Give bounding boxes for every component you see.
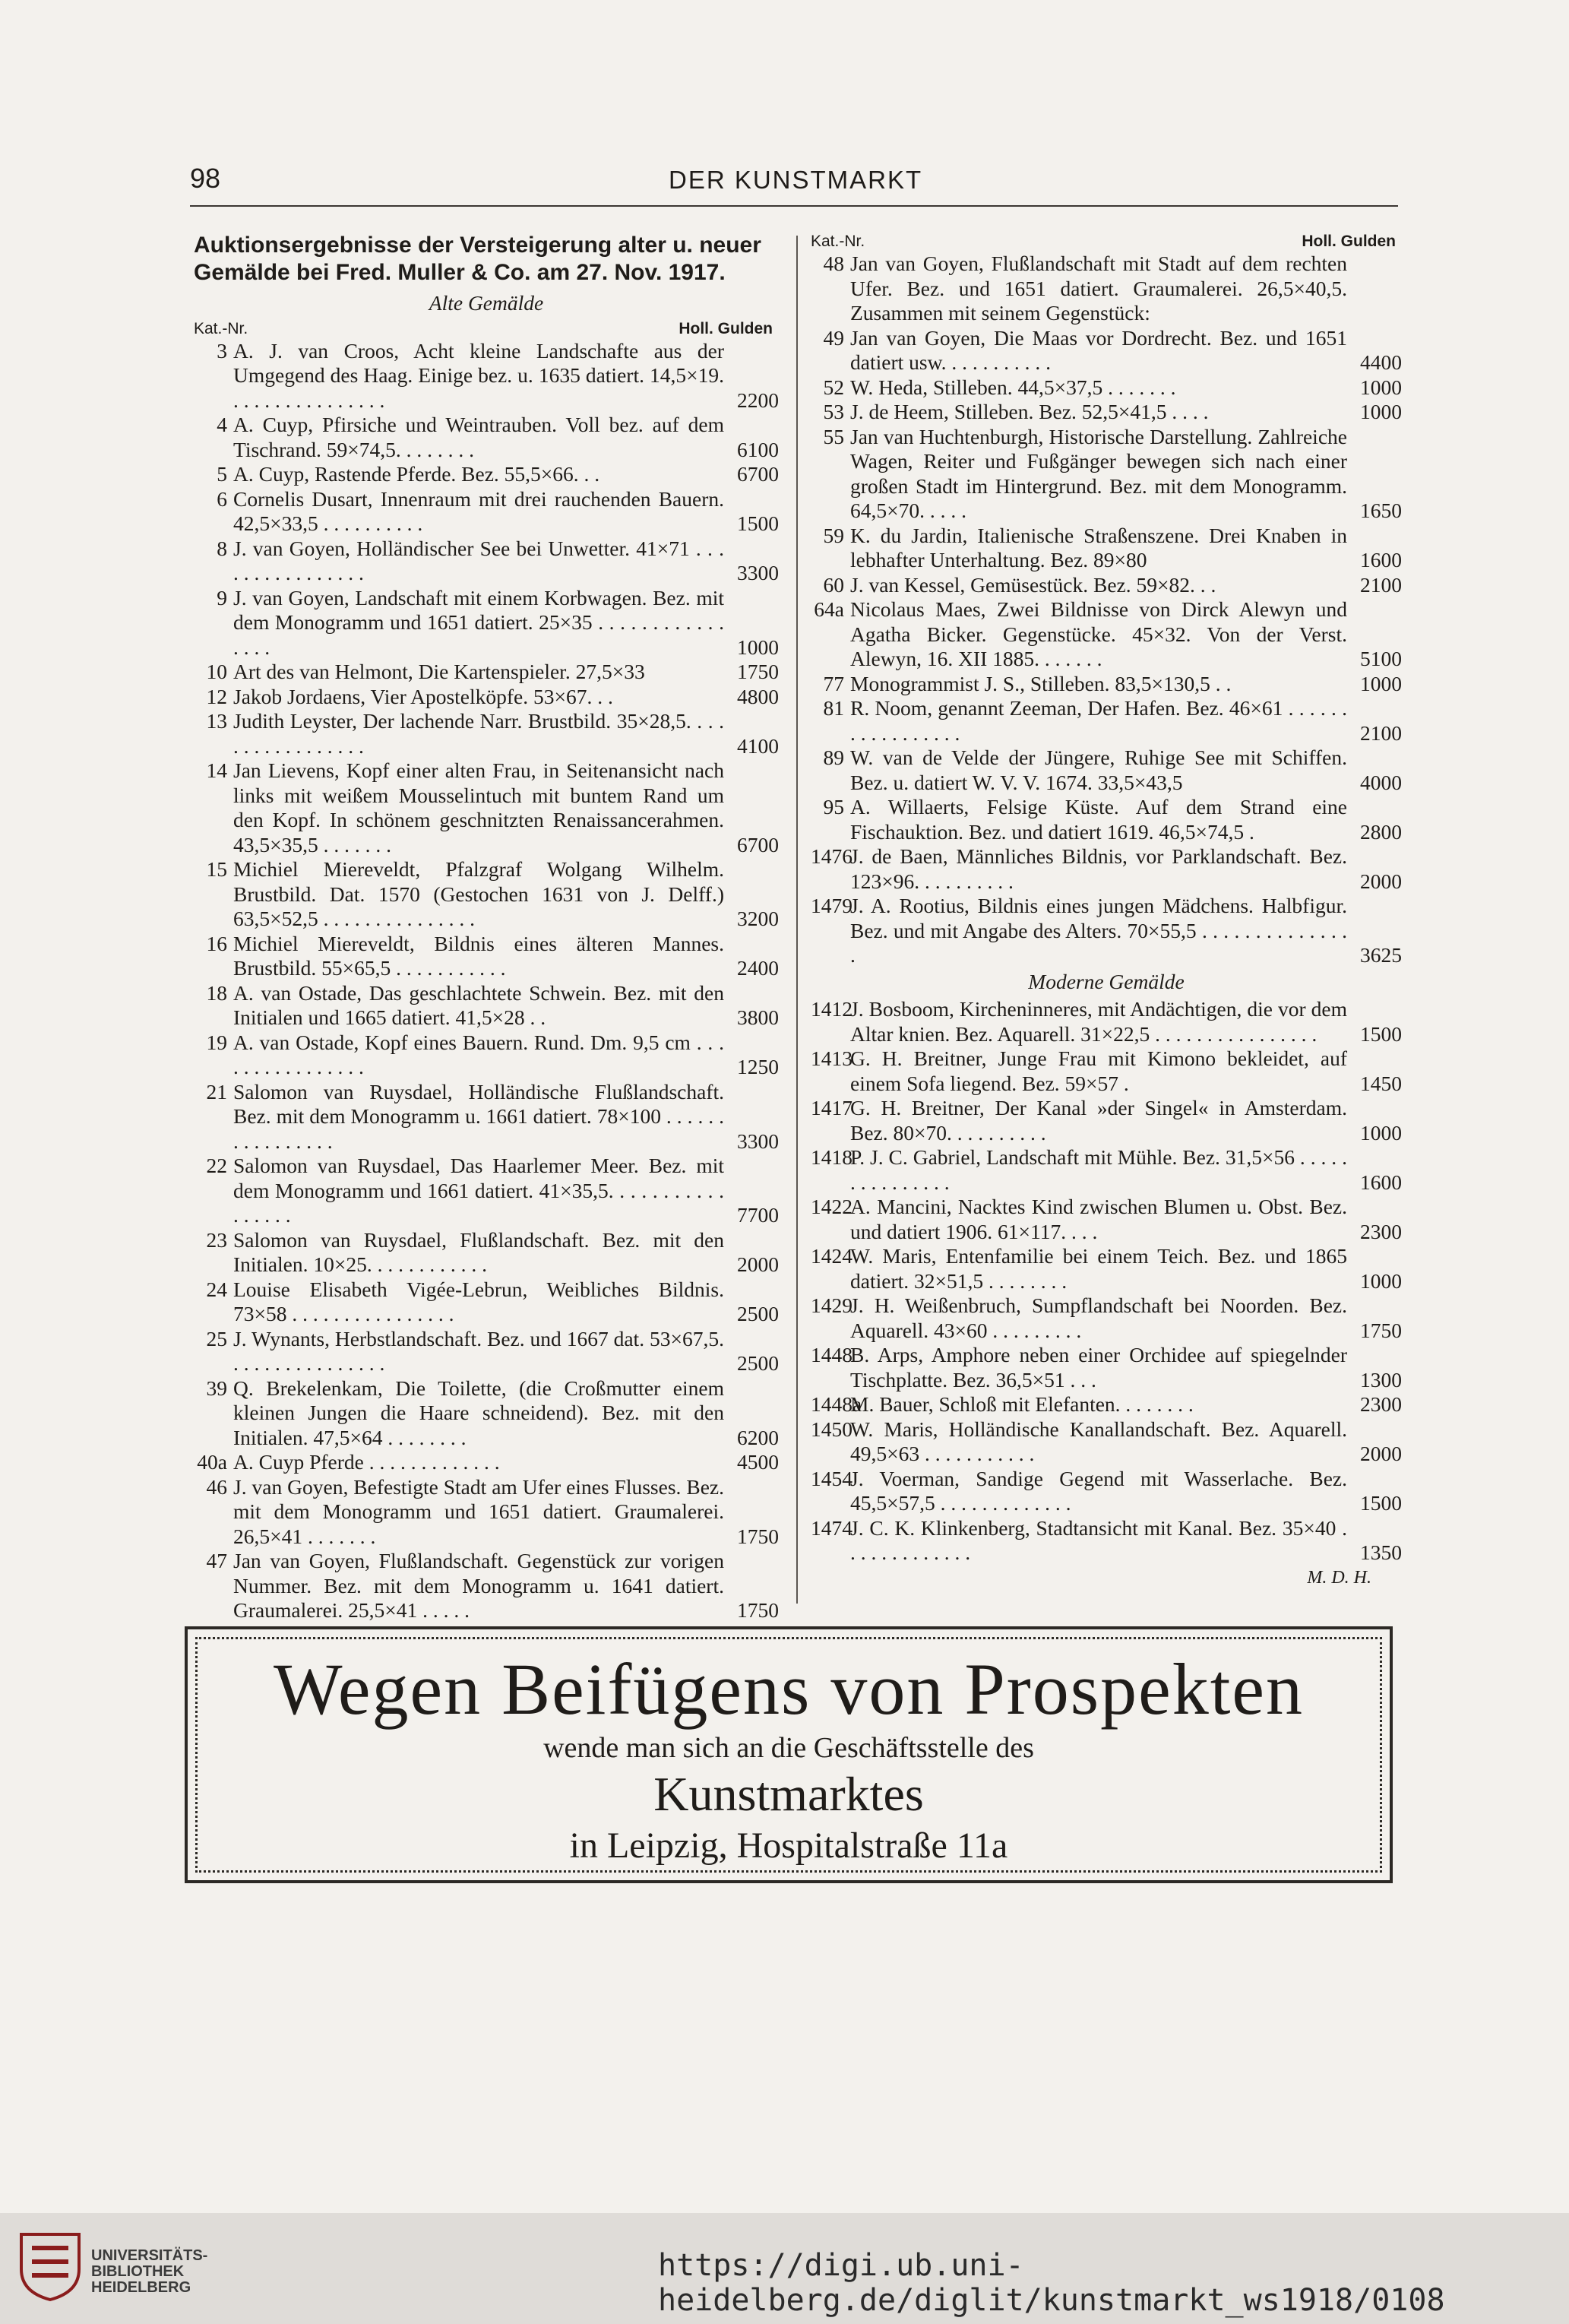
column-divider — [796, 236, 798, 1604]
entry-price: 4000 — [1360, 770, 1402, 794]
library-name — [91, 2248, 207, 2296]
catalog-number: 1417 — [811, 1096, 853, 1119]
entry-price: 1750 — [737, 1598, 779, 1622]
entry-description: J. van Goyen, Landschaft mit einem Korbwagen. Bez. mit dem Monogramm und 1651 datiert. 25×35 . . . . . . . . . . . . . . . . — [233, 585, 724, 659]
library-footer — [0, 2213, 1569, 2324]
catalog-number: 19 — [206, 1030, 227, 1054]
catalog-number: 47 — [206, 1549, 227, 1572]
entry-price: 2300 — [1360, 1392, 1402, 1416]
entry-price: 1500 — [1360, 1021, 1402, 1046]
entry-price: 7700 — [737, 1203, 779, 1227]
entry-description: A. Cuyp Pferde . . . . . . . . . . . . . — [233, 1450, 500, 1474]
entry-price: 2800 — [1360, 819, 1402, 844]
catalog-number-label: Kat.-Nr. — [194, 319, 248, 337]
catalog-number: 1418 — [811, 1145, 853, 1169]
entry-description: Art des van Helmont, Die Kartenspieler. 27,5×33 — [233, 660, 645, 683]
page-header — [190, 160, 1398, 207]
catalog-number: 1413 — [811, 1046, 853, 1070]
catalog-number: 1476 — [811, 844, 853, 868]
entry-description: Jan Lievens, Kopf einer alten Frau, in Seitenansicht nach links mit weißem Mousselintuch mit buntem Rand um den Kopf. In schönem geschnitzten Renaissancerahmen. 43,5×35,5 . . . . . . . — [233, 758, 724, 856]
catalog-entry — [194, 537, 779, 586]
catalog-number: 1422 — [811, 1195, 853, 1218]
author-signature: M. D. H. — [1307, 1567, 1371, 1588]
entry-price: 2100 — [1360, 572, 1402, 597]
entry-price: 1450 — [1360, 1071, 1402, 1095]
catalog-number: 1448 — [811, 1343, 853, 1366]
entry-description: Louise Elisabeth Vigée-Lebrun, Weibliches Bildnis. 73×58 . . . . . . . . . . . . . . . . — [233, 1277, 724, 1325]
catalog-entry — [194, 660, 779, 685]
catalog-number: 4 — [217, 413, 227, 436]
catalog-entry — [811, 1145, 1402, 1195]
catalog-entry — [811, 672, 1402, 697]
entry-price: 3625 — [1360, 943, 1402, 967]
catalog-entry — [811, 252, 1402, 326]
entry-description: Cornelis Dusart, Innenraum mit drei rauchenden Bauern. 42,5×33,5 . . . . . . . . . . — [233, 486, 724, 535]
entry-description: A. Mancini, Nacktes Kind zwischen Blumen u. Obst. Bez. und datiert 1906. 61×117. . . . — [850, 1195, 1347, 1243]
entry-description: Jakob Jordaens, Vier Apostelköpfe. 53×67. . . — [233, 684, 613, 708]
entry-description: M. Bauer, Schloß mit Elefanten. . . . . . . . — [850, 1392, 1194, 1416]
catalog-entry — [194, 1228, 779, 1278]
catalog-entry — [194, 932, 779, 981]
catalog-entry — [194, 1549, 779, 1623]
catalog-entry — [811, 1516, 1402, 1566]
catalog-number: 22 — [206, 1154, 227, 1177]
entry-description: A. Cuyp, Rastende Pferde. Bez. 55,5×66. . . — [233, 462, 600, 486]
catalog-entry — [811, 1467, 1402, 1516]
entry-price: 1600 — [1360, 548, 1402, 572]
catalog-number: 9 — [217, 585, 227, 609]
entry-description: J. A. Rootius, Bildnis eines jungen Mädchens. Halbfigur. Bez. und mit Angabe des Alters. 70×55,5 . . . . . . . . . . . . . . . — [850, 894, 1347, 967]
entry-price: 4400 — [1360, 350, 1402, 374]
catalog-number: 23 — [206, 1227, 227, 1252]
entry-description: J. H. Weißenbruch, Sumpflandschaft bei Noorden. Bez. Aquarell. 43×60 . . . . . . . . . — [850, 1293, 1347, 1342]
catalog-entry — [811, 597, 1402, 672]
catalog-entry — [194, 1376, 779, 1451]
catalog-number: 13 — [206, 709, 227, 733]
entry-price: 2100 — [1360, 720, 1402, 745]
entry-price: 2400 — [737, 956, 779, 980]
entry-description: Michiel Miereveldt, Pfalzgraf Wolgang Wilhelm. Brustbild. Dat. 1570 (Gestochen 1631 von J. Delff.) 63,5×52,5 . . . . . . . . . . . . . . . — [233, 857, 724, 930]
entry-description: J. van Goyen, Holländischer See bei Unwetter. 41×71 . . . . . . . . . . . . . . . . — [233, 536, 724, 584]
entry-price: 3300 — [737, 561, 779, 584]
entry-price: 1000 — [1360, 1120, 1402, 1145]
catalog-number: 59 — [823, 523, 844, 547]
catalog-entry — [811, 1343, 1402, 1392]
university-seal-icon — [18, 2231, 82, 2301]
entry-description: G. H. Breitner, Junge Frau mit Kimono bekleidet, auf einem Sofa liegend. Bez. 59×57 . — [850, 1046, 1347, 1095]
entry-description: P. J. C. Gabriel, Landschaft mit Mühle. Bez. 31,5×56 . . . . . . . . . . . . . . . — [850, 1145, 1347, 1194]
entry-price: 1250 — [737, 1055, 779, 1078]
left-column — [194, 232, 779, 1623]
catalog-entry — [194, 758, 779, 857]
catalog-number: 1412 — [811, 997, 853, 1021]
catalog-number: 49 — [823, 325, 844, 350]
catalog-entry — [811, 1195, 1402, 1244]
entry-price: 1300 — [1360, 1367, 1402, 1392]
entry-price: 1750 — [737, 1524, 779, 1548]
entry-description: A. van Ostade, Kopf eines Bauern. Rund. Dm. 9,5 cm . . . . . . . . . . . . . . . . — [233, 1030, 724, 1078]
advertisement-inner-border — [195, 1637, 1382, 1873]
entry-description: A. Cuyp, Pfirsiche und Weintrauben. Voll bez. auf dem Tischrand. 59×74,5. . . . . . . . — [233, 413, 724, 461]
entry-price: 4100 — [737, 733, 779, 758]
catalog-number: 21 — [206, 1079, 227, 1103]
catalog-number: 77 — [823, 671, 844, 695]
entry-price: 6700 — [737, 832, 779, 856]
catalog-entry — [194, 413, 779, 462]
entry-description: Monogrammist J. S., Stilleben. 83,5×130,5 . . — [850, 671, 1232, 695]
entry-description: J. C. K. Klinkenberg, Stadtansicht mit Kanal. Bez. 35×40 . . . . . . . . . . . . . — [850, 1515, 1347, 1564]
catalog-number: 10 — [206, 660, 227, 683]
ad-address: in Leipzig, Hospitalstraße 11a — [569, 1825, 1008, 1866]
catalog-number: 5 — [217, 462, 227, 486]
entry-price: 1600 — [1360, 1170, 1402, 1194]
catalog-number: 48 — [823, 252, 844, 275]
catalog-number: 53 — [823, 400, 844, 423]
catalog-number: 1474 — [811, 1515, 853, 1540]
entry-description: Nicolaus Maes, Zwei Bildnisse von Dirck Alewyn und Agatha Bicker. Gegenstücke. 45×32. Von der Verst. Alewyn, 16. XII 1885. . . . . . . — [850, 597, 1347, 670]
catalog-entry — [194, 981, 779, 1031]
entry-description: J. van Goyen, Befestigte Stadt am Ufer eines Flusses. Bez. mit dem Monogramm und 1651 datiert. Graumalerei. 26,5×41 . . . . . . . — [233, 1474, 724, 1548]
catalog-entry — [811, 1293, 1402, 1343]
catalog-entry — [194, 685, 779, 710]
catalog-number: 16 — [206, 931, 227, 955]
catalog-entry — [194, 709, 779, 758]
subheading-modern-paintings: Moderne Gemälde — [1028, 969, 1185, 993]
entry-description: R. Noom, genannt Zeeman, Der Hafen. Bez. 46×61 . . . . . . . . . . . . . . . . . — [850, 696, 1347, 745]
entry-price: 1500 — [1360, 1491, 1402, 1515]
entry-price: 6200 — [737, 1425, 779, 1449]
entry-price: 1000 — [1360, 671, 1402, 695]
entry-price: 1750 — [737, 660, 779, 683]
catalog-entry — [811, 795, 1402, 844]
catalog-number: 64a — [814, 597, 844, 621]
ad-instruction: wende man sich an die Geschäftsstelle des — [543, 1732, 1034, 1764]
library-name-line2: BIBLIOTHEK — [91, 2263, 185, 2280]
catalog-entry — [811, 997, 1402, 1046]
catalog-number: 52 — [823, 375, 844, 399]
left-entry-list — [194, 339, 779, 1623]
entry-description: Jan van Goyen, Flußlandschaft. Gegenstück zur vorigen Nummer. Bez. mit dem Monogramm u. 1641 datiert. Graumalerei. 25,5×41 . . . . . — [233, 1549, 724, 1622]
library-name-line1: UNIVERSITÄTS- — [91, 2247, 208, 2264]
entry-price: 3200 — [737, 907, 779, 930]
catalog-number: 1424 — [811, 1244, 853, 1268]
entry-description: Salomon van Ruysdael, Holländische Flußlandschaft. Bez. mit dem Monogramm u. 1661 datiert. 78×100 . . . . . . . . . . . . . . . . — [233, 1079, 724, 1153]
catalog-entry — [811, 844, 1402, 894]
ad-headline: Wegen Beifügens von Prospekten — [274, 1648, 1304, 1730]
catalog-entry — [811, 375, 1402, 401]
entry-description: J. Bosboom, Kircheninneres, mit Andächtigen, die vor dem Altar knien. Bez. Aquarell. 31×22,5 . . . . . . . . . . . . . . . . — [850, 997, 1347, 1046]
library-name-line3: HEIDELBERG — [91, 2279, 191, 2296]
catalog-entry — [194, 1154, 779, 1228]
column-head — [811, 232, 1402, 252]
catalog-number: 40a — [197, 1450, 227, 1474]
entry-price: 1350 — [1360, 1540, 1402, 1564]
catalog-entry — [194, 462, 779, 487]
entry-description: J. van Kessel, Gemüsestück. Bez. 59×82. . . — [850, 572, 1216, 597]
currency-label: Holl. Gulden — [679, 319, 773, 337]
entry-description: G. H. Breitner, Der Kanal »der Singel« in Amsterdam. Bez. 80×70. . . . . . . . . . — [850, 1096, 1347, 1145]
entry-description: Salomon van Ruysdael, Flußlandschaft. Bez. mit den Initialen. 10×25. . . . . . . . . . . . — [233, 1227, 724, 1276]
catalog-number: 12 — [206, 684, 227, 708]
catalog-entry — [194, 1327, 779, 1376]
entry-description: Jan van Huchtenburgh, Historische Darstellung. Zahlreiche Wagen, Reiter und Fußgänger bewegen sich nach einer großen Stadt im Hintergrund. Bez. mit dem Monogramm. 64,5×70. . . . . — [850, 424, 1347, 522]
right-entry-list-old — [811, 252, 1402, 968]
catalog-number: 1450 — [811, 1417, 853, 1441]
catalog-entry — [194, 339, 779, 413]
entry-description: Q. Brekelenkam, Die Toilette, (die Croßmutter einem kleinen Jungen die Haare schneidend). Bez. mit den Initialen. 47,5×64 . . . . . . . . — [233, 1376, 724, 1449]
entry-price: 5100 — [1360, 647, 1402, 670]
entry-price: 1000 — [1360, 1268, 1402, 1293]
entry-price: 2500 — [737, 1302, 779, 1325]
catalog-number: 89 — [823, 746, 844, 769]
entry-description: A. J. van Croos, Acht kleine Landschafte aus der Umgegend des Haag. Einige bez. u. 1635 datiert. 14,5×19. . . . . . . . . . . . . . . . — [233, 338, 724, 412]
right-entry-list-modern — [811, 997, 1402, 1566]
permalink[interactable]: https://digi.ub.uni-heidelberg.de/diglit/kunstmarkt_ws1918/0108 — [658, 2248, 1445, 2318]
entry-price: 6700 — [737, 462, 779, 486]
entry-price: 2000 — [1360, 1442, 1402, 1465]
catalog-entry — [811, 746, 1402, 795]
catalog-entry — [194, 1278, 779, 1327]
catalog-entry — [811, 326, 1402, 375]
catalog-entry — [194, 487, 779, 537]
catalog-number: 8 — [217, 536, 227, 560]
catalog-entry — [194, 1450, 779, 1475]
entry-price: 2300 — [1360, 1219, 1402, 1243]
entry-description: K. du Jardin, Italienische Straßenszene. Drei Knaben in lebhafter Unterhaltung. Bez. 89×80 — [850, 523, 1347, 572]
catalog-number: 1454 — [811, 1466, 853, 1490]
catalog-number: 1479 — [811, 894, 853, 917]
catalog-number: 15 — [206, 857, 227, 881]
advertisement-box — [185, 1626, 1393, 1883]
entry-price: 2500 — [737, 1351, 779, 1375]
entry-description: W. Maris, Entenfamilie bei einem Teich. Bez. und 1865 datiert. 32×51,5 . . . . . . . . — [850, 1244, 1347, 1293]
entry-price: 1650 — [1360, 499, 1402, 522]
entry-description: Jan van Goyen, Flußlandschaft mit Stadt auf dem rechten Ufer. Bez. und 1651 datiert. Graumalerei. 26,5×40,5. Zusammen mit seinem Gegenstück: — [850, 252, 1347, 325]
entry-description: Salomon van Ruysdael, Das Haarlemer Meer. Bez. mit dem Monogramm und 1661 datiert. 41×35,5. . . . . . . . . . . . . . . . . — [233, 1154, 724, 1227]
catalog-entry — [194, 1080, 779, 1154]
right-column — [811, 232, 1402, 1590]
entry-price: 2000 — [1360, 869, 1402, 893]
journal-title: DER KUNSTMARKT — [669, 166, 923, 194]
catalog-entry — [811, 1417, 1402, 1467]
catalog-entry — [811, 524, 1402, 573]
catalog-entry — [194, 1475, 779, 1550]
catalog-number: 55 — [823, 424, 844, 448]
entry-price: 3300 — [737, 1129, 779, 1153]
entry-description: Michiel Miereveldt, Bildnis eines älteren Mannes. Brustbild. 55×65,5 . . . . . . . . . . . — [233, 931, 724, 980]
ad-publication: Kunstmarktes — [653, 1767, 924, 1821]
currency-label: Holl. Gulden — [1302, 233, 1396, 250]
catalog-entry — [194, 1031, 779, 1080]
catalog-number: 46 — [206, 1474, 227, 1499]
entry-price: 3800 — [737, 1005, 779, 1029]
subheading-old-paintings: Alte Gemälde — [429, 291, 544, 315]
catalog-entry — [811, 1046, 1402, 1096]
entry-price: 6100 — [737, 437, 779, 461]
entry-price: 2200 — [737, 388, 779, 412]
catalog-number: 95 — [823, 795, 844, 818]
entry-description: Judith Leyster, Der lachende Narr. Brustbild. 35×28,5. . . . . . . . . . . . . . . . . — [233, 709, 724, 758]
entry-price: 1000 — [1360, 400, 1402, 423]
entry-description: J. Wynants, Herbstlandschaft. Bez. und 1667 dat. 53×67,5. . . . . . . . . . . . . . . . — [233, 1326, 724, 1375]
catalog-entry — [811, 696, 1402, 746]
entry-description: J. Voerman, Sandige Gegend mit Wasserlache. Bez. 45,5×57,5 . . . . . . . . . . . . . — [850, 1466, 1347, 1515]
catalog-entry — [811, 1392, 1402, 1417]
catalog-number: 39 — [206, 1376, 227, 1400]
catalog-entry — [811, 1244, 1402, 1293]
catalog-number: 18 — [206, 980, 227, 1005]
entry-price: 4500 — [737, 1450, 779, 1474]
entry-price: 4800 — [737, 684, 779, 708]
catalog-number-label: Kat.-Nr. — [811, 233, 865, 250]
catalog-number: 6 — [217, 486, 227, 511]
entry-description: J. de Heem, Stilleben. Bez. 52,5×41,5 . . . . — [850, 400, 1209, 423]
entry-price: 1750 — [1360, 1318, 1402, 1342]
entry-description: W. van de Velde der Jüngere, Ruhige See mit Schiffen. Bez. u. datiert W. V. V. 1674. 33,5×43,5 — [850, 746, 1347, 794]
entry-description: B. Arps, Amphore neben einer Orchidee auf spiegelnder Tischplatte. Bez. 36,5×51 . . . — [850, 1343, 1347, 1392]
entry-description: A. Willaerts, Felsige Küste. Auf dem Strand eine Fischauktion. Bez. und datiert 1619. 46,5×74,5 . — [850, 795, 1347, 844]
catalog-entry — [194, 857, 779, 932]
entry-price: 1000 — [1360, 375, 1402, 399]
catalog-entry — [811, 1096, 1402, 1145]
page-number: 98 — [190, 163, 221, 194]
catalog-entry — [811, 400, 1402, 425]
catalog-number: 3 — [217, 338, 227, 363]
column-head — [194, 319, 779, 339]
article-heading: Auktionsergebnisse der Versteigerung alter u. neuer Gemälde bei Fred. Muller & Co. am 27. Nov. 1917. — [194, 233, 761, 285]
entry-description: W. Maris, Holländische Kanallandschaft. Bez. Aquarell. 49,5×63 . . . . . . . . . . . — [850, 1417, 1347, 1465]
catalog-entry — [811, 894, 1402, 968]
catalog-number: 1429 — [811, 1293, 853, 1317]
entry-description: J. de Baen, Männliches Bildnis, vor Parklandschaft. Bez. 123×96. . . . . . . . . . — [850, 844, 1347, 893]
entry-price: 1000 — [737, 635, 779, 659]
entry-description: A. van Ostade, Das geschlachtete Schwein. Bez. mit den Initialen und 1665 datiert. 41,5×28 . . — [233, 980, 724, 1029]
entry-price: 2000 — [737, 1252, 779, 1276]
entry-price: 1500 — [737, 511, 779, 535]
catalog-number: 60 — [823, 572, 844, 597]
catalog-number: 25 — [206, 1326, 227, 1350]
catalog-number: 81 — [823, 696, 844, 720]
entry-description: W. Heda, Stilleben. 44,5×37,5 . . . . . . . — [850, 375, 1176, 399]
catalog-entry — [194, 586, 779, 660]
catalog-number: 14 — [206, 758, 227, 782]
catalog-entry — [811, 425, 1402, 524]
entry-description: Jan van Goyen, Die Maas vor Dordrecht. Bez. und 1651 datiert usw. . . . . . . . . . . — [850, 325, 1347, 374]
catalog-number: 24 — [206, 1277, 227, 1301]
catalog-entry — [811, 573, 1402, 598]
catalog-number: 1448a — [811, 1392, 862, 1416]
